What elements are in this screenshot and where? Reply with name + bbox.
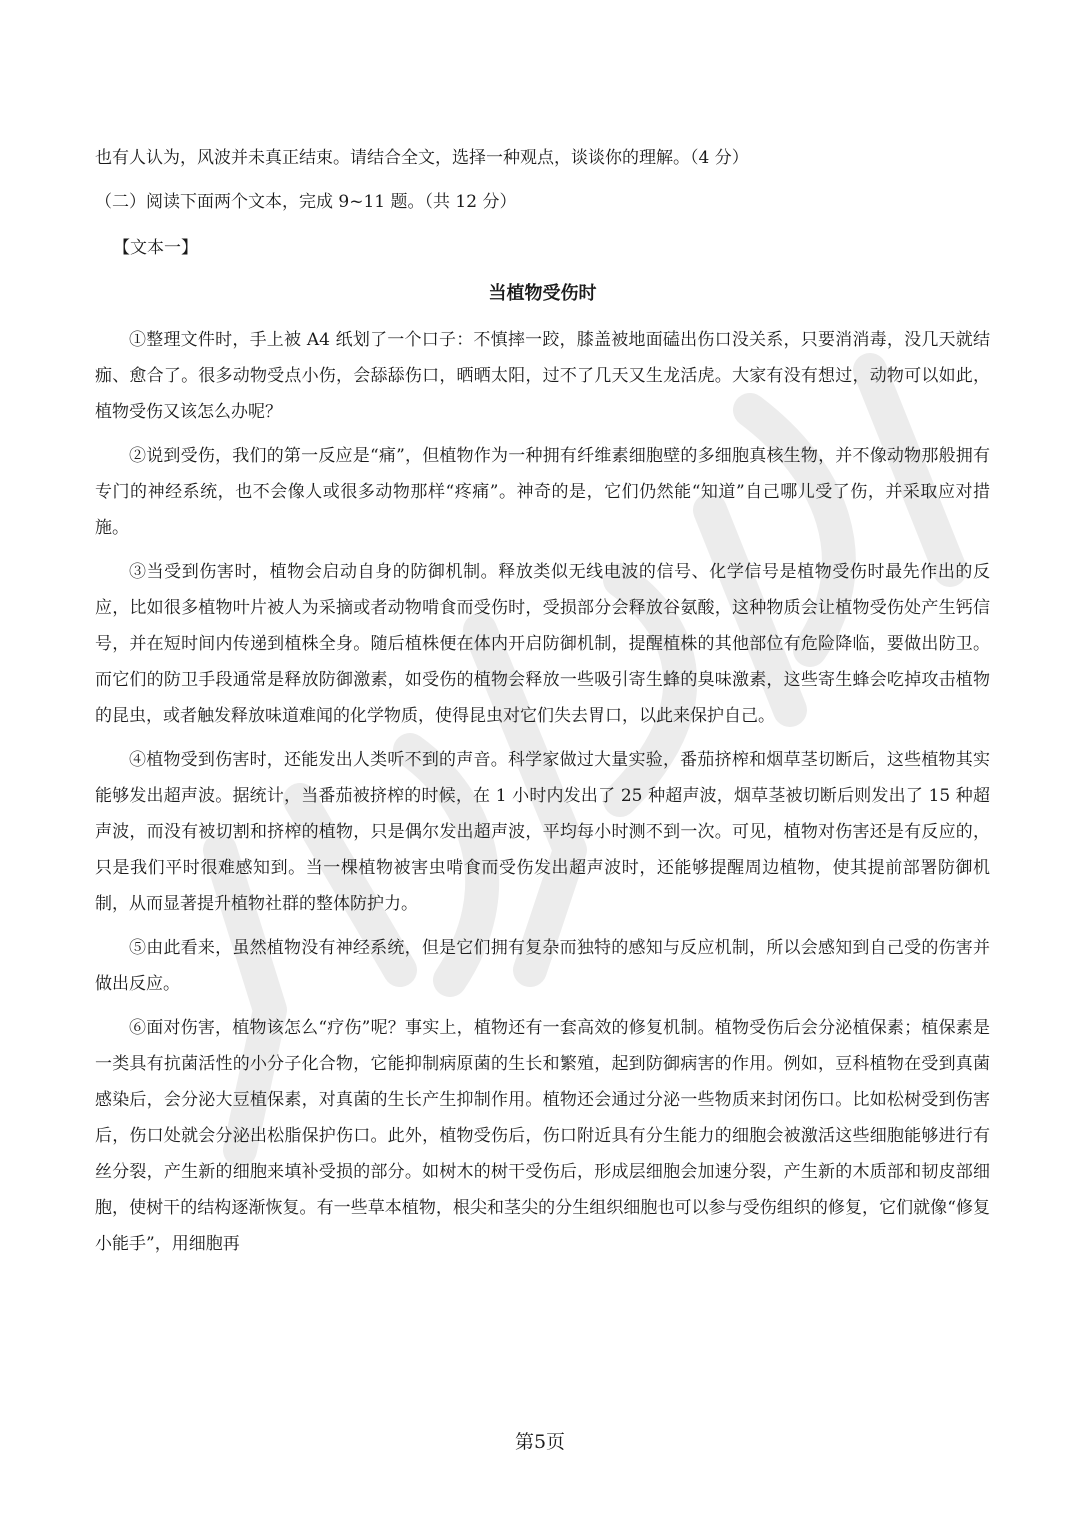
article-title: 当植物受伤时 [488, 283, 597, 304]
paragraph-6: ⑥面对伤害，植物该怎么“疗伤”呢？事实上，植物还有一套高效的修复机制。植物受伤后会分泌植保素；植保素是一类具有抗菌活性的小分子化合物，它能抑制病原菌的生长和繁殖，起到防御病害的作用。例如，豆科植物在受到真菌感染后，会分泌大豆植保素，对真菌的生长产生抑制作用。植物还会通过分泌一些物质来封闭伤口。比如松树受到伤害后，伤口处就会分泌出松脂保护伤口。此外，植物受伤后，伤口附近具有分生能力的细胞会被激活这些细胞能够进行有丝分裂，产生新的细胞来填补受损的部分。如树木的树干受伤后，形成层细胞会加速分裂，产生新的木质部和韧皮部细胞，使树干的结构逐渐恢复。有一些草本植物，根尖和茎尖的分生组织细胞也可以参与受伤组织的修复，它们就像“修复小能手”，用细胞再 [95, 1018, 990, 1254]
paragraph-1: ①整理文件时，手上被 A4 纸划了一个口子：不慎摔一跤，膝盖被地面磕出伤口没关系，只要消消毒，没几天就结痂、愈合了。很多动物受点小伤，会舔舔伤口，晒晒太阳，过不了几天又生龙活虎。大家有没有想过，动物可以如此，植物受伤又该怎么办呢？ [95, 330, 990, 422]
page-number: 第5页 [514, 1431, 566, 1453]
document-body [95, 140, 990, 1270]
paragraph-5: ⑤由此看来，虽然植物没有神经系统，但是它们拥有复杂而独特的感知与反应机制，所以会感知到自己受的伤害并做出反应。 [95, 938, 990, 994]
question-continuation: 也有人认为，风波并未真正结束。请结合全文，选择一种观点，谈谈你的理解。（4 分） [95, 148, 749, 168]
section-heading: （二）阅读下面两个文本，完成 9~11 题。（共 12 分） [95, 192, 517, 212]
paragraph-3: ③当受到伤害时，植物会启动自身的防御机制。释放类似无线电波的信号、化学信号是植物受伤时最先作出的反应，比如很多植物叶片被人为采摘或者动物啃食而受伤时，受损部分会释放谷氨酸，这种物质会让植物受伤处产生钙信号，并在短时间内传递到植株全身。随后植株便在体内开启防御机制，提醒植株的其他部位有危险降临，要做出防卫。而它们的防卫手段通常是释放防御激素，如受伤的植物会释放一些吸引寄生蜂的臭味激素，这些寄生蜂会吃掉攻击植物的昆虫，或者触发释放味道难闻的化学物质，使得昆虫对它们失去胃口，以此来保护自己。 [95, 562, 990, 726]
paragraph-2: ②说到受伤，我们的第一反应是“痛”，但植物作为一种拥有纤维素细胞壁的多细胞真核生物，并不像动物那般拥有专门的神经系统，也不会像人或很多动物那样“疼痛”。神奇的是，它们仍然能“知道”自己哪儿受了伤，并采取应对措施。 [95, 446, 990, 538]
text-label: 【文本一】 [113, 238, 198, 258]
paragraph-4: ④植物受到伤害时，还能发出人类听不到的声音。科学家做过大量实验，番茄挤榨和烟草茎切断后，这些植物其实能够发出超声波。据统计，当番茄被挤榨的时候，在 1 小时内发出了 25 种超声波，烟草茎被切断后则发出了 15 种超声波，而没有被切割和挤榨的植物，只是偶尔发出超声波，平均每小时测不到一次。可见，植物对伤害还是有反应的，只是我们平时很难感知到。当一棵植物被害虫啃食而受伤发出超声波时，还能够提醒周边植物，使其提前部署防御机制，从而显著提升植物社群的整体防护力。 [95, 750, 990, 914]
